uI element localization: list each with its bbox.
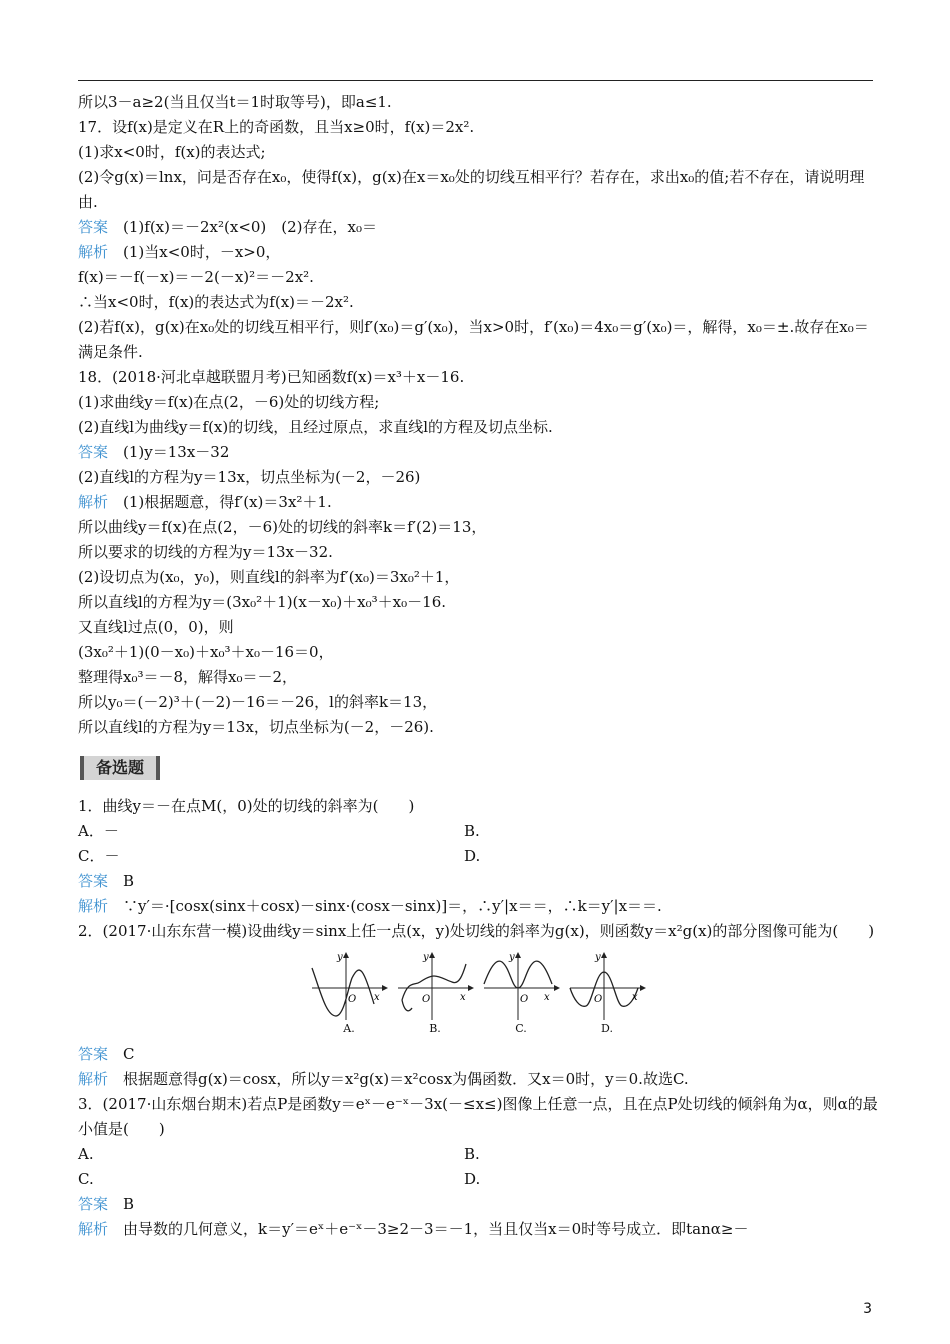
analysis-tag: 解析	[78, 493, 109, 511]
graph-label: D.	[601, 1022, 613, 1035]
analysis-line: (2)若f(x)，g(x)在x₀处的切线互相平行，则f′(x₀)＝g′(x₀)，当x>0时，f′(x₀)＝4x₀＝g′(x₀)＝，解得，x₀＝±.故存在x₀＝满足条件.	[78, 318, 869, 361]
problem-18-stem: 18．(2018·河北卓越联盟月考)已知函数f(x)＝x³＋x－16.	[78, 368, 465, 386]
option-b: B.	[464, 822, 480, 840]
option-c: C．－	[78, 847, 120, 865]
page-number: 3	[863, 1301, 872, 1317]
header-rule	[78, 80, 873, 81]
option-d: D.	[464, 1170, 481, 1188]
analysis-tag: 解析	[78, 243, 109, 261]
backup-3-answer	[78, 1192, 878, 1217]
answer-text: B	[123, 872, 135, 890]
option-c: C.	[78, 1170, 94, 1188]
analysis-line: 所以要求的切线的方程为y＝13x－32.	[78, 543, 333, 561]
graph-a	[308, 950, 390, 1036]
answer-tag: 答案	[78, 443, 109, 461]
graph-d	[566, 950, 648, 1036]
answer-tag: 答案	[78, 1045, 109, 1063]
problem-17-part2: (2)令g(x)＝lnx，问是否存在x₀，使得f(x)，g(x)在x＝x₀处的切线互相平行？若存在，求出x₀的值;若不存在，请说明理由.	[78, 168, 865, 211]
origin-label: O	[520, 994, 529, 1005]
answer-tag: 答案	[78, 872, 109, 890]
problem-18-answer	[78, 440, 878, 465]
answer-text: (1)y＝13x－32	[123, 443, 230, 461]
problem-17-stem: 17．设f(x)是定义在R上的奇函数，且当x≥0时，f(x)＝2x².	[78, 118, 475, 136]
graph-b	[394, 950, 476, 1036]
axis-x-label: x	[544, 992, 550, 1003]
analysis-line: 所以直线l的方程为y＝13x，切点坐标为(－2，－26).	[78, 718, 434, 736]
analysis-line: 又直线l过点(0，0)，则	[78, 618, 234, 636]
analysis-line: (3x₀²＋1)(0－x₀)＋x₀³＋x₀－16＝0，	[78, 643, 334, 661]
problem-18-part2: (2)直线l为曲线y＝f(x)的切线，且经过原点，求直线l的方程及切点坐标.	[78, 418, 553, 436]
answer-text: C	[123, 1045, 135, 1063]
graph-b-plot	[394, 950, 476, 1022]
graph-a-plot	[308, 950, 390, 1022]
analysis-line: 所以曲线y＝f(x)在点(2，－6)处的切线的斜率k＝f′(2)＝13，	[78, 518, 487, 536]
page-content	[78, 90, 878, 1242]
analysis-text: 由导数的几何意义，k＝y′＝eˣ＋e⁻ˣ－3≥2－3＝－1，当且仅当x＝0时等号成立．即tanα≥－	[123, 1220, 749, 1238]
text-line: 所以3－a≥2(当且仅当t＝1时取等号)，即a≤1.	[78, 93, 392, 111]
backup-1-analysis	[78, 894, 878, 919]
analysis-text: (1)当x<0时，－x>0，	[123, 243, 281, 261]
axis-x-label: x	[374, 992, 380, 1003]
answer-tag: 答案	[78, 218, 109, 236]
problem-18-part1: (1)求曲线y＝f(x)在点(2，－6)处的切线方程;	[78, 393, 380, 411]
option-b: B.	[464, 1145, 480, 1163]
axis-y-label: y	[423, 952, 429, 963]
axis-y-label: y	[337, 952, 343, 963]
backup-3-stem: 3．(2017·山东烟台期末)若点P是函数y＝eˣ－e⁻ˣ－3x(－≤x≤)图像上任意一点，且在点P处切线的倾斜角为α，则α的最小值是( )	[78, 1095, 878, 1138]
analysis-line: 所以直线l的方程为y＝(3x₀²＋1)(x－x₀)＋x₀³＋x₀－16.	[78, 593, 446, 611]
analysis-line: (2)设切点为(x₀，y₀)，则直线l的斜率为f′(x₀)＝3x₀²＋1，	[78, 568, 460, 586]
graph-options	[78, 950, 878, 1036]
analysis-line: ∴当x<0时，f(x)的表达式为f(x)＝－2x².	[78, 293, 354, 311]
answer-text: (1)f(x)＝－2x²(x<0) (2)存在，x₀＝	[123, 218, 378, 236]
backup-3-analysis	[78, 1217, 878, 1242]
backup-1-stem: 1．曲线y＝－在点M(，0)处的切线的斜率为( )	[78, 797, 415, 815]
graph-c-plot	[480, 950, 562, 1022]
problem-17-part1: (1)求x<0时，f(x)的表达式;	[78, 143, 266, 161]
option-d: D.	[464, 847, 481, 865]
analysis-tag: 解析	[78, 1220, 109, 1238]
analysis-tag: 解析	[78, 897, 109, 915]
graph-label: A.	[343, 1022, 355, 1035]
options-row	[78, 1167, 878, 1192]
options-row	[78, 819, 878, 844]
backup-1-answer	[78, 869, 878, 894]
graph-c	[480, 950, 562, 1036]
problem-17-answer	[78, 215, 878, 240]
origin-label: O	[594, 994, 603, 1005]
axis-x-label: x	[460, 992, 466, 1003]
backup-2-answer	[78, 1042, 878, 1067]
origin-label: O	[348, 994, 357, 1005]
answer-line: (2)直线l的方程为y＝13x，切点坐标为(－2，－26)	[78, 468, 421, 486]
answer-text: B	[123, 1195, 135, 1213]
axis-y-label: y	[509, 952, 515, 963]
option-a: A.	[78, 1145, 94, 1163]
problem-18-analysis	[78, 490, 878, 515]
backup-2-analysis	[78, 1067, 878, 1092]
graph-label: C.	[515, 1022, 527, 1035]
analysis-tag: 解析	[78, 1070, 109, 1088]
analysis-text: ∵y′＝·[cosx(sinx＋cosx)－sinx·(cosx－sinx)]＝，∴y′|x＝＝，∴k＝y′|x＝＝.	[123, 897, 662, 915]
options-row	[78, 844, 878, 869]
analysis-line: f(x)＝－f(－x)＝－2(－x)²＝－2x².	[78, 268, 314, 286]
option-a: A．－	[78, 822, 119, 840]
problem-17-analysis	[78, 240, 878, 265]
graph-d-plot	[566, 950, 648, 1022]
axis-x-label: x	[632, 992, 638, 1003]
analysis-line: 整理得x₀³＝－8，解得x₀＝－2，	[78, 668, 298, 686]
analysis-text: (1)根据题意，得f′(x)＝3x²＋1.	[123, 493, 332, 511]
origin-label: O	[422, 994, 431, 1005]
axis-y-label: y	[595, 952, 601, 963]
options-row	[78, 1142, 878, 1167]
answer-tag: 答案	[78, 1195, 109, 1213]
section-title-backup-problems: 备选题	[80, 756, 160, 780]
analysis-text: 根据题意得g(x)＝cosx，所以y＝x²g(x)＝x²cosx为偶函数．又x＝0时，y＝0.故选C.	[123, 1070, 689, 1088]
analysis-line: 所以y₀＝(－2)³＋(－2)－16＝－26，l的斜率k＝13，	[78, 693, 438, 711]
graph-label: B.	[429, 1022, 441, 1035]
backup-2-stem: 2．(2017·山东东营一模)设曲线y＝sinx上任一点(x，y)处切线的斜率为g(x)，则函数y＝x²g(x)的部分图像可能为( )	[78, 922, 875, 940]
